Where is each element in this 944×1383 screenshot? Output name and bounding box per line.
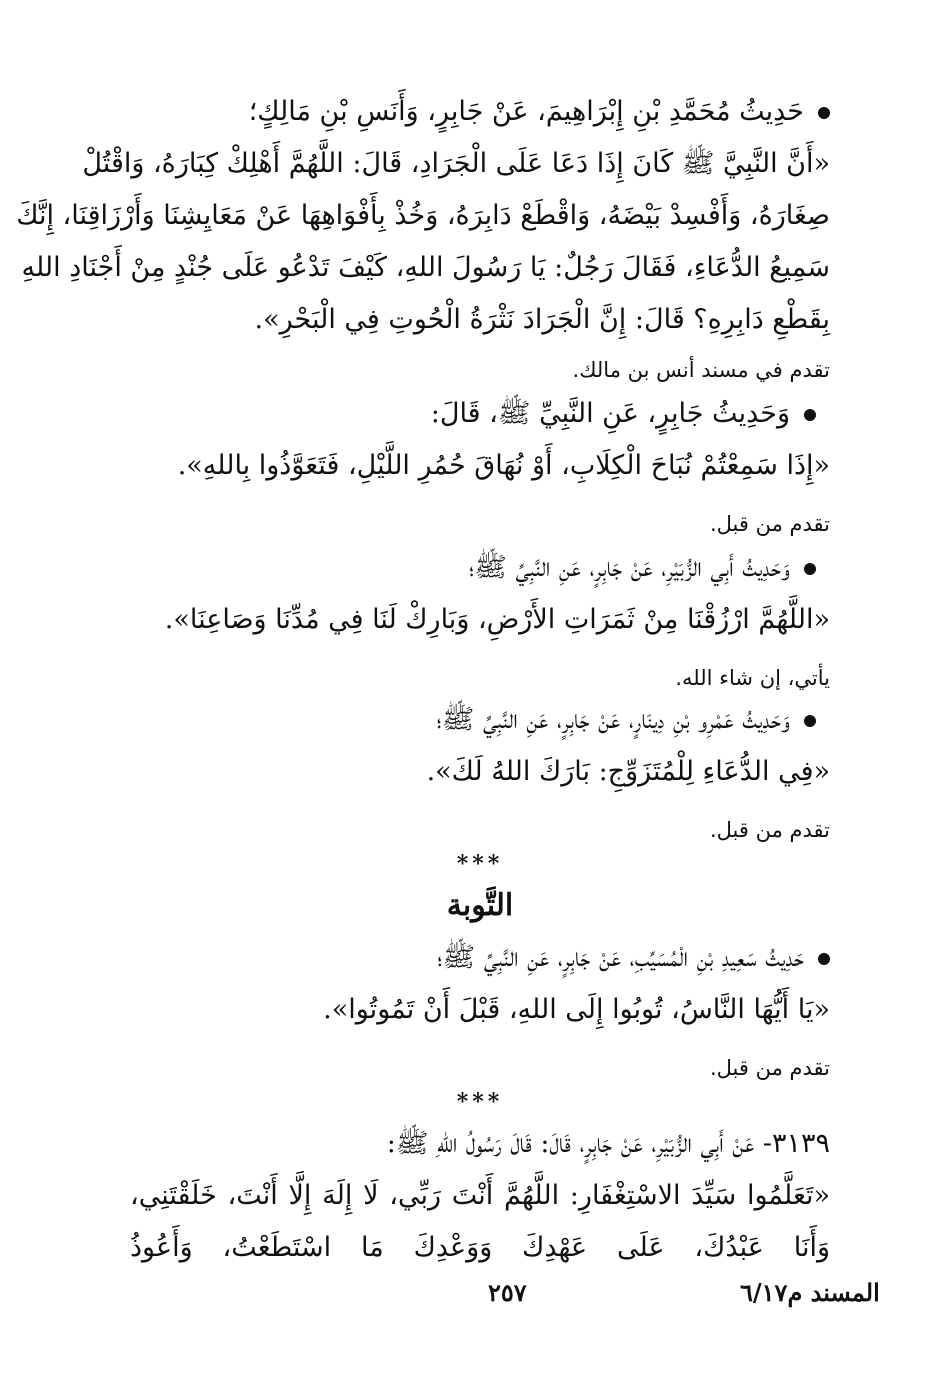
note-text: تقدم في مسند أنس بن مالك. <box>572 358 830 382</box>
hadith-text-line: «أَنَّ النَّبِيَّ ﷺ كَانَ إِذَا دَعَا عَلَى الْجَرَادِ، قَالَ: اللَّهُمَّ أَهْلِكْ كِبَارَهُ، وَاقْتُلْ <box>82 148 830 179</box>
section-separator: *** <box>456 851 504 877</box>
bullet-icon <box>804 563 816 575</box>
hadith-text-line: «اللَّهُمَّ ارْزُقْنَا مِنْ ثَمَرَاتِ الأَرْضِ، وَبَارِكْ لَنَا فِي مُدِّنَا وَصَاعِنَا». <box>164 604 830 635</box>
hadith-text-line: بِقَطْعِ دَابِرِهِ؟ قَالَ: إِنَّ الْجَرَادَ نَثْرَةُ الْحُوتِ فِي الْبَحْرِ». <box>254 304 830 335</box>
hadith-chain: حَدِيثُ سَعِيدِ بْنِ الْمُسَيِّبِ، عَنْ جَابِرٍ، عَنِ النَّبِيِّ ﷺ؛ <box>437 942 804 973</box>
section-title: التَّوبة <box>446 888 514 923</box>
hadith-text-line: «فِي الدُّعَاءِ لِلْمُتَزَوِّجِ: بَارَكَ اللهُ لَكَ». <box>426 756 830 787</box>
bullet-icon <box>818 953 830 965</box>
hadith-chain: وَحَدِيثُ أَبِي الزُّبَيْرِ، عَنْ جَابِرٍ، عَنِ النَّبِيِّ ﷺ؛ <box>468 552 790 583</box>
hadith-text-line: «تَعَلَّمُوا سَيِّدَ الاسْتِغْفَارِ: اللَّهُمَّ أَنْتَ رَبِّي، لَا إِلَهَ إِلَّا أَنْتَ، خَلَقْتَنِي، <box>130 1180 830 1211</box>
hadith-text-line: سَمِيعُ الدُّعَاءِ، فَقَالَ رَجُلٌ: يَا رَسُولَ اللهِ، كَيْفَ تَدْعُو عَلَى جُنْدٍ مِنْ أَجْنَادِ اللهِ <box>21 252 830 283</box>
hadith-text-line: «إِذَا سَمِعْتُمْ نُبَاحَ الْكِلَابِ، أَوْ نُهَاقَ حُمُرِ اللَّيْلِ، فَتَعَوَّذُوا بِاللهِ». <box>177 450 830 481</box>
document-page <box>16 92 830 1332</box>
hadith-chain: وَحَدِيثُ جَابِرٍ، عَنِ النَّبِيِّ ﷺ، قَالَ: <box>430 398 790 429</box>
page-number: ٢٥٧ <box>488 1278 527 1307</box>
hadith-text-line: صِغَارَهُ، وَأَفْسِدْ بَيْضَهُ، وَاقْطَعْ دَابِرَهُ، وَخُذْ بِأَفْوَاهِهَا عَنْ مَعَايِشِنَا وَأَرْزَاقِنَا، إِنَّكَ <box>16 200 830 231</box>
bullet-icon <box>818 107 830 119</box>
volume-signature: المسند م٦/١٧ <box>740 1278 880 1307</box>
hadith-text-line: وَأَنَا عَبْدُكَ، عَلَى عَهْدِكَ وَوَعْدِكَ مَا اسْتَطَعْتُ، وَأَعُوذُ <box>130 1232 830 1263</box>
bullet-line <box>130 92 830 132</box>
note-text: تقدم من قبل. <box>709 1056 830 1080</box>
bullet-line <box>130 938 830 978</box>
hadith-heading: ٣١٣٩- عَنْ أَبِي الزُّبَيْرِ، عَنْ جَابِرٍ، قَالَ: قَالَ رَسُولُ اللهِ ﷺ: <box>386 1128 830 1159</box>
hadith-chain: حَدِيثُ مُحَمَّدِ بْنِ إِبْرَاهِيمَ، عَنْ جَابِرٍ، وَأَنَسِ بْنِ مَالِكٍ؛ <box>248 96 804 127</box>
section-separator: *** <box>456 1089 504 1115</box>
bullet-line <box>130 394 816 434</box>
bullet-line <box>130 700 816 740</box>
note-text: تقدم من قبل. <box>709 818 830 842</box>
bullet-icon <box>804 715 816 727</box>
hadith-chain: وَحَدِيثُ عَمْرِو بْنِ دِينَارٍ، عَنْ جَابِرٍ، عَنِ النَّبِيِّ ﷺ؛ <box>436 704 790 735</box>
hadith-text-line: «يَا أَيُّهَا النَّاسُ، تُوبُوا إِلَى اللهِ، قَبْلَ أَنْ تَمُوتُوا». <box>323 994 830 1025</box>
bullet-line <box>130 548 816 588</box>
note-text: يأتي، إن شاء الله. <box>675 666 830 690</box>
note-text: تقدم من قبل. <box>709 512 830 536</box>
bullet-icon <box>804 409 816 421</box>
